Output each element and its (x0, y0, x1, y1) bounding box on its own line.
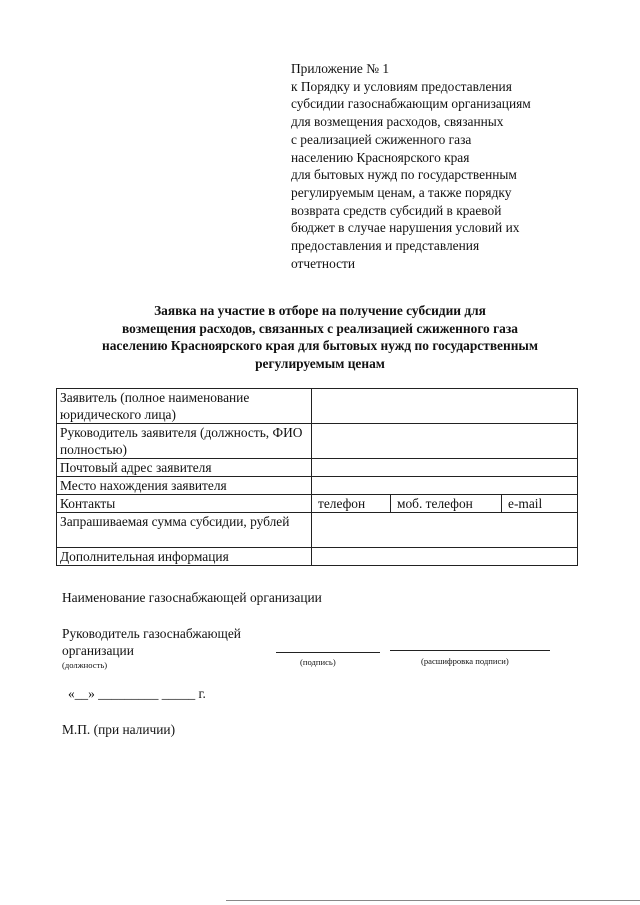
appendix-line: с реализацией сжиженного газа (291, 131, 472, 147)
appendix-line: для бытовых нужд по государственным (291, 167, 517, 183)
appendix-line: возврата средств субсидий в краевой (291, 202, 502, 218)
form-label: Руководитель заявителя (должность, ФИО полностью) (57, 424, 312, 459)
page-edge-divider (226, 900, 640, 901)
appendix-line: к Порядку и условиям предоставления (291, 78, 512, 94)
table-row (57, 389, 578, 424)
decoding-caption: (расшифровка подписи) (421, 656, 509, 666)
head-line-1: Руководитель газоснабжающей (62, 626, 241, 641)
appendix-line: Приложение № 1 (291, 61, 390, 76)
appendix-header (291, 60, 591, 272)
table-row (57, 548, 578, 566)
position-caption: (должность) (62, 660, 108, 670)
appendix-line: регулируемым ценам, а также порядку (291, 184, 512, 200)
stamp-label: М.П. (при наличии) (62, 722, 176, 737)
signature-caption: (подпись) (300, 657, 336, 667)
gas-org-name-label: Наименование газоснабжающей организации (62, 590, 322, 605)
date-field[interactable]: «__» _________ _____ г. (68, 686, 206, 701)
form-label: Контакты (57, 495, 312, 513)
form-label: Запрашиваемая сумма субсидии, рублей (57, 513, 312, 548)
form-value-cell[interactable] (312, 513, 578, 548)
table-row (57, 477, 578, 495)
title-line: возмещения расходов, связанных с реализацией сжиженного газа (122, 320, 518, 336)
form-label: Место нахождения заявителя (57, 477, 312, 495)
title-line: Заявка на участие в отборе на получение субсидии для (154, 303, 486, 318)
form-value-cell[interactable] (312, 477, 578, 495)
title-line: регулируемым ценам (255, 355, 385, 371)
appendix-line: населению Красноярского края (291, 149, 470, 165)
form-value-cell[interactable] (312, 459, 578, 477)
form-value-cell[interactable] (312, 424, 578, 459)
title-line: населению Красноярского края для бытовых нужд по государственным (101, 338, 538, 353)
table-row (57, 495, 578, 513)
contact-phone[interactable]: телефон (312, 495, 391, 512)
appendix-line: субсидии газоснабжающим организациям (291, 96, 531, 112)
form-label: Почтовый адрес заявителя (57, 459, 312, 477)
contact-email[interactable]: e-mail (508, 496, 543, 511)
form-value-cell[interactable] (312, 548, 578, 566)
appendix-line: предоставления и представления (291, 238, 480, 254)
table-row (57, 513, 578, 548)
form-label: Заявитель (полное наименование юридического лица) (57, 389, 312, 424)
table-row (57, 459, 578, 477)
signature-line[interactable] (276, 652, 380, 653)
head-line-2: организации (62, 643, 134, 658)
form-value-cell[interactable] (312, 389, 578, 424)
appendix-line: отчетности (291, 255, 356, 271)
appendix-line: для возмещения расходов, связанных (291, 114, 504, 130)
appendix-line: бюджет в случае нарушения условий их (291, 220, 520, 236)
contact-mobile[interactable]: моб. телефон (391, 495, 502, 512)
form-label: Дополнительная информация (57, 548, 312, 566)
contacts-cell (312, 495, 578, 513)
document-title (40, 302, 600, 372)
head-position-label (62, 625, 241, 659)
application-form-table (56, 388, 578, 566)
table-row (57, 424, 578, 459)
decoding-line[interactable] (390, 650, 550, 651)
